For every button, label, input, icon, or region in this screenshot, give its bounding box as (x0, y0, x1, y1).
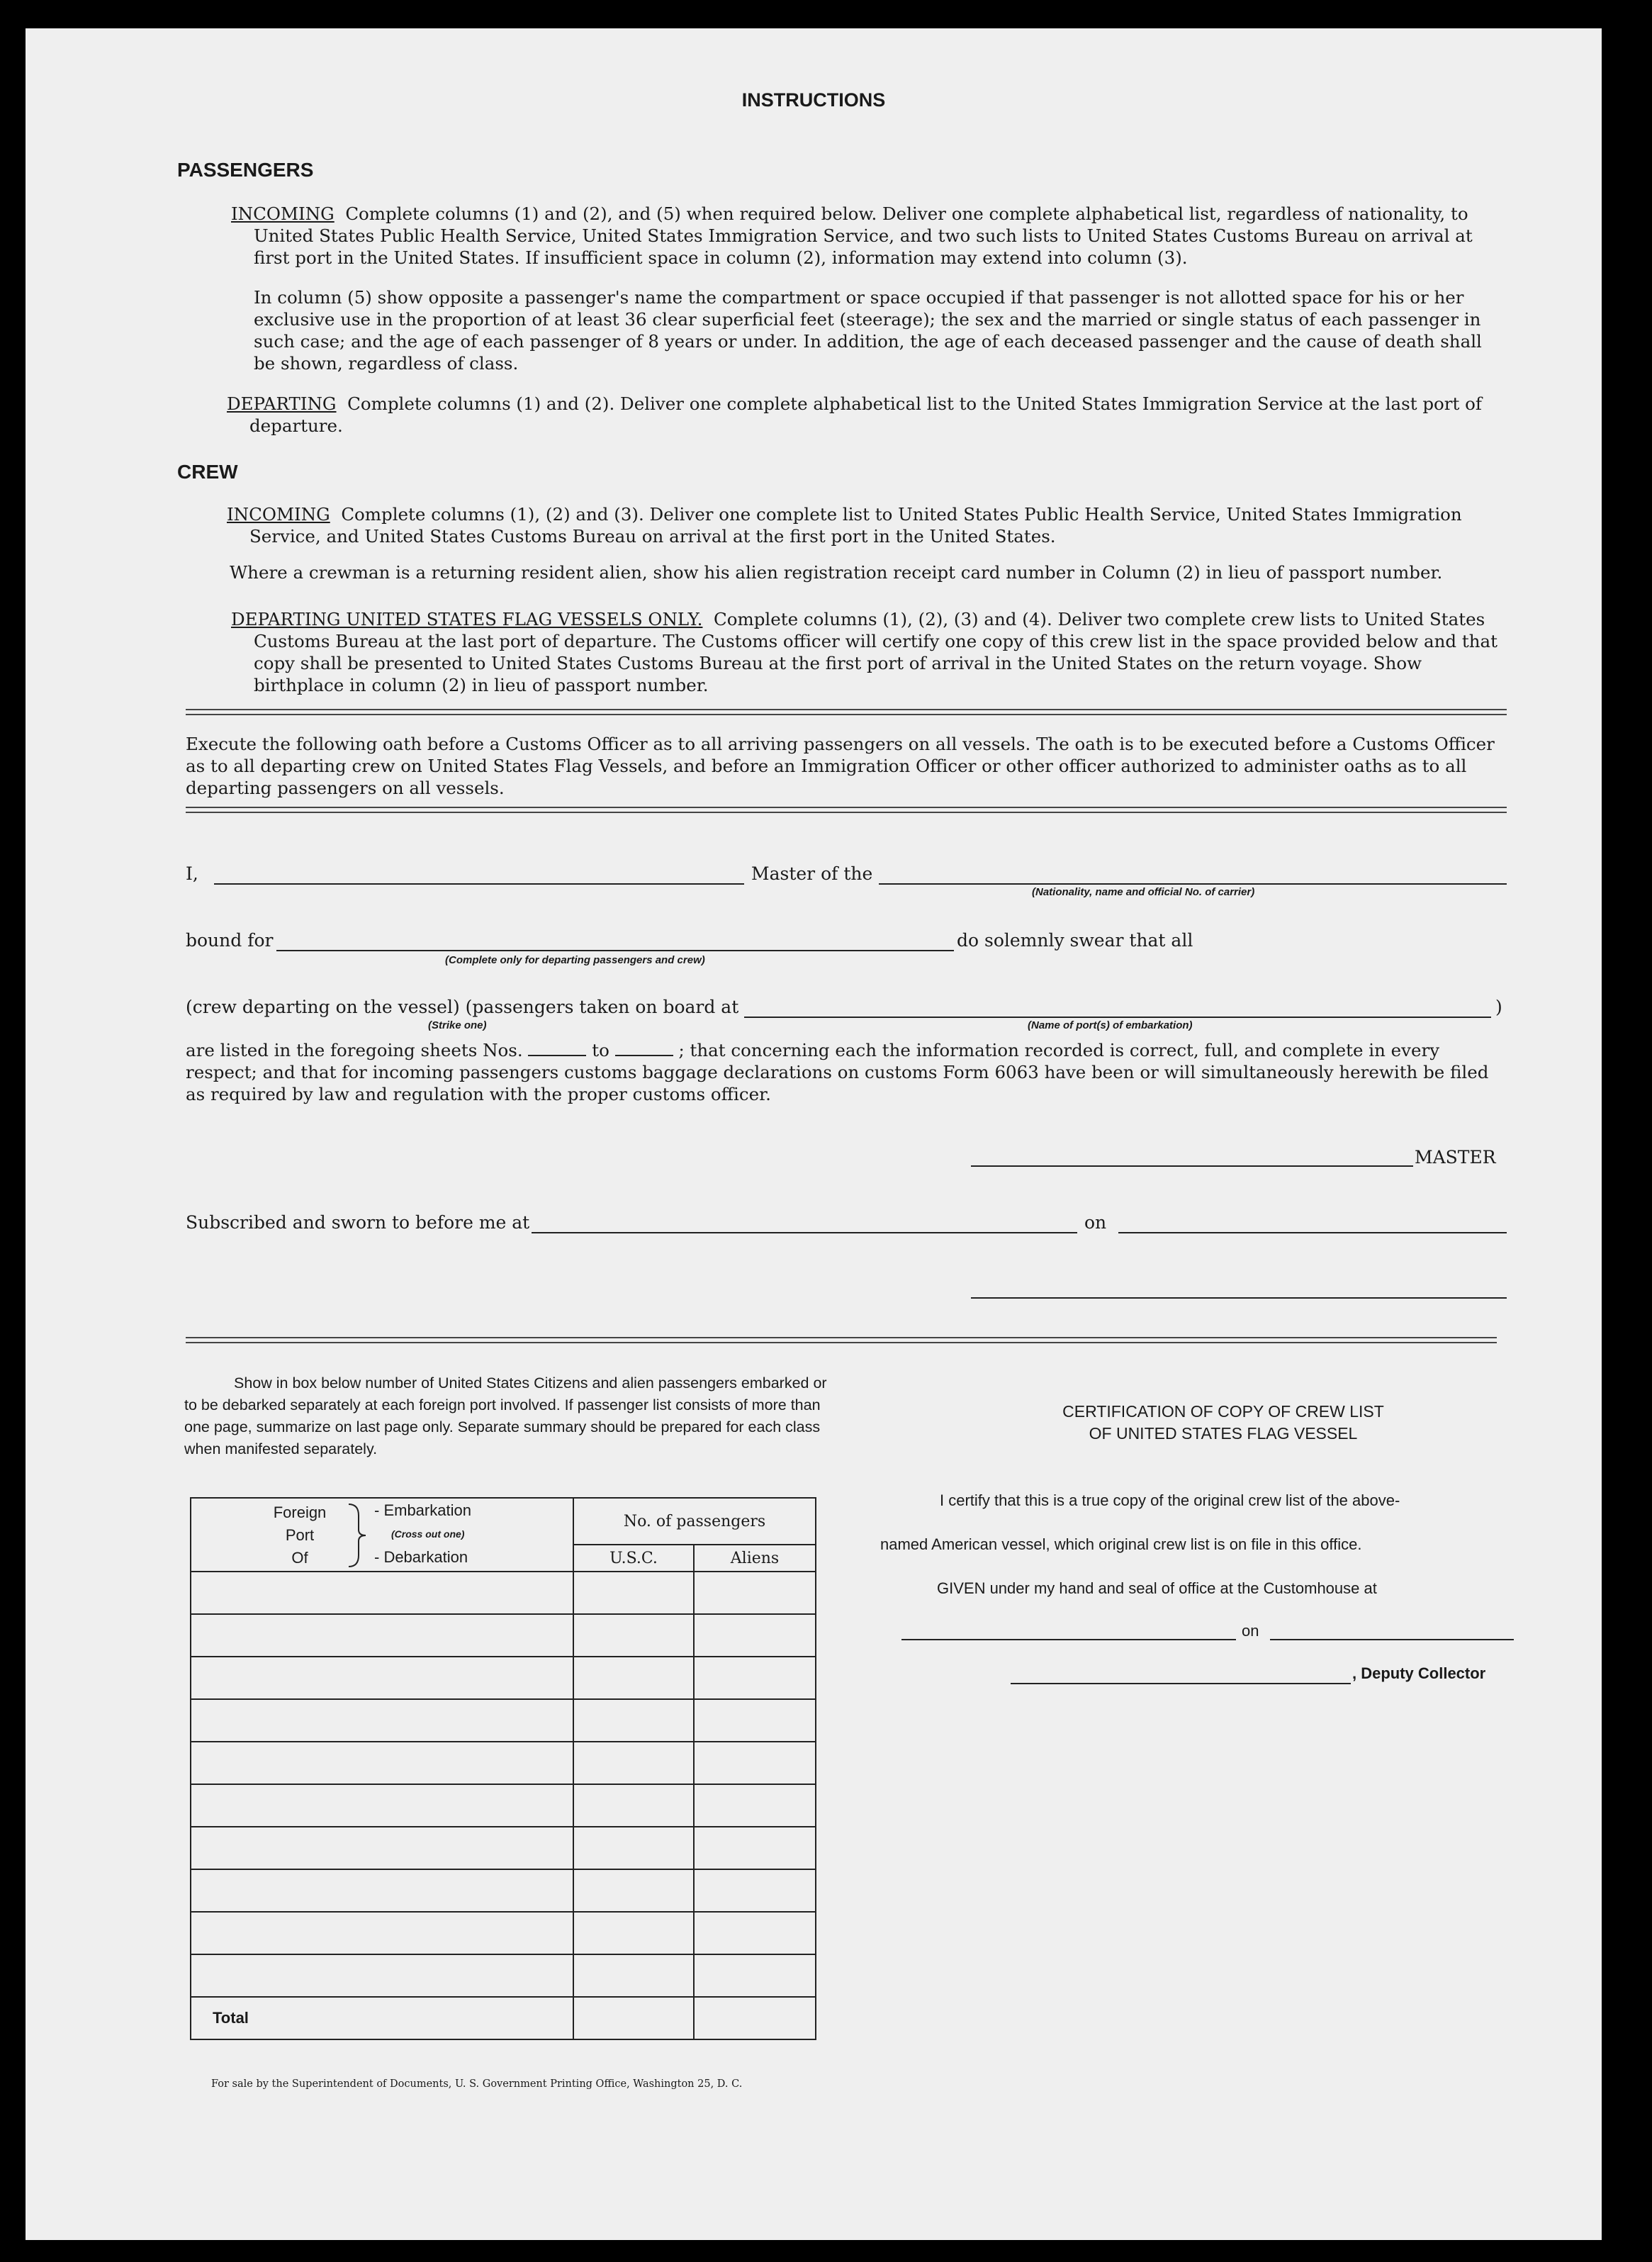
strike-caption: (Strike one) (428, 1019, 487, 1031)
customhouse-field[interactable] (901, 1639, 1236, 1640)
deputy-collector-signature-field[interactable] (1011, 1683, 1351, 1684)
cross-out-caption: (Cross out one) (391, 1528, 465, 1540)
master-signature-field[interactable] (971, 1165, 1413, 1167)
oath-intro (186, 733, 1511, 799)
certification-title (897, 1401, 1549, 1445)
master-of-the-label: Master of the (751, 863, 873, 884)
aliens-cell[interactable] (694, 1614, 816, 1657)
deputy-collector-label: , Deputy Collector (1352, 1664, 1486, 1682)
page-title: INSTRUCTIONS (741, 89, 886, 111)
bound-for-label: bound for (186, 930, 274, 951)
crew-departing-text: Complete columns (1), (2), (3) and (4). Deliver two complete crew lists to United States Customs Bureau at the last port of departure. The Customs officer will certify one copy of this crew list in the space provided below and that copy shall be presented to United States Customs Bureau at the first port of arrival in the United States on the return voyage. Show birthplace in column (2) in lieu of passport number. (254, 609, 1498, 695)
certification-line2: named American vessel, which original crew list is on file in this office. (880, 1535, 1362, 1553)
listed-rest: ; that concerning each the information recorded is correct, full, and complete in every respect; and that for incoming passengers customs baggage declarations on customs Form 6063 have been or will simultaneously herewith be filed as required by law and regulation with the proper customs officer. (186, 1040, 1489, 1104)
divider (186, 807, 1507, 813)
aliens-cell[interactable] (694, 1954, 816, 1997)
passengers-heading: PASSENGERS (177, 159, 314, 181)
usc-cell[interactable] (573, 1614, 694, 1657)
summary-instructions (184, 1372, 842, 1460)
aliens-cell[interactable] (694, 1869, 816, 1912)
sheet-from-field[interactable] (528, 1041, 586, 1056)
aliens-cell[interactable] (694, 1572, 816, 1614)
usc-header: U.S.C. (573, 1545, 694, 1572)
aliens-cell[interactable] (694, 1657, 816, 1699)
listed-to: to (592, 1040, 609, 1060)
usc-cell[interactable] (573, 1572, 694, 1614)
crew-incoming-label: INCOMING (227, 504, 330, 525)
summary-instructions-text: Show in box below number of United States Citizens and alien passengers embarked or to be debarked separately at each foreign port involved. If passenger list consists of more than one page, summarize on last page only. Separate summary should be prepared for each class when manifested separately. (184, 1374, 827, 1457)
usc-cell[interactable] (573, 1657, 694, 1699)
oath-intro-text: Execute the following oath before a Customs Officer as to all arriving passengers on all vessels. The oath is to be executed before a Customs Officer as to all departing crew on United States Flag Vessels, and before an Immigration Officer or other officer authorized to administer oaths as to all departing passengers on all vessels. (186, 734, 1495, 798)
port-cell[interactable] (191, 1742, 573, 1784)
officer-signature-field[interactable] (971, 1297, 1507, 1299)
sworn-date-field[interactable] (1118, 1232, 1507, 1233)
passengers-departing-label: DEPARTING (227, 393, 337, 414)
passengers-column5 (254, 286, 1507, 374)
passengers-incoming-text: Complete columns (1) and (2), and (5) when required below. Deliver one complete alphabetical list, regardless of nationality, to United States Public Health Service, United States Immigration Service, and two such lists to United States Customs Bureau on arrival at first port in the United States. If insufficient space in column (2), information may extend into column (3). (254, 203, 1473, 268)
crew-resident (230, 561, 1507, 583)
port-header-cell (191, 1498, 573, 1572)
usc-cell[interactable] (573, 1912, 694, 1954)
oath-paragraph (186, 1039, 1511, 1105)
port-cell[interactable] (191, 1699, 573, 1742)
usc-cell[interactable] (573, 1827, 694, 1869)
sheet-to-field[interactable] (615, 1041, 673, 1056)
port-cell[interactable] (191, 1912, 573, 1954)
certification-date-field[interactable] (1270, 1639, 1514, 1640)
crew-passengers-text: (crew departing on the vessel) (passengers taken on board at (186, 997, 739, 1017)
usc-total-cell[interactable] (573, 1997, 694, 2039)
crew-incoming-text: Complete columns (1), (2) and (3). Deliver one complete list to United States Public Health Service, United States Immigration Service, and United States Customs Bureau on arrival at the first port in the United States. (249, 504, 1462, 547)
crew-departing-label: DEPARTING UNITED STATES FLAG VESSELS ONLY. (231, 609, 703, 629)
sworn-on-label: on (1084, 1212, 1107, 1233)
usc-cell[interactable] (573, 1699, 694, 1742)
certification-title-line2: OF UNITED STATES FLAG VESSEL (1089, 1424, 1358, 1443)
col-of: Of (291, 1549, 308, 1567)
port-cell[interactable] (191, 1954, 573, 1997)
col-port: Port (285, 1526, 315, 1544)
master-label: MASTER (1415, 1147, 1496, 1168)
aliens-cell[interactable] (694, 1912, 816, 1954)
embarkation-option[interactable]: - Embarkation (374, 1501, 471, 1519)
crew-incoming (227, 503, 1507, 547)
port-cell[interactable] (191, 1827, 573, 1869)
divider (186, 709, 1507, 715)
port-cell[interactable] (191, 1572, 573, 1614)
port-cell[interactable] (191, 1614, 573, 1657)
passengers-incoming (231, 203, 1507, 269)
usc-cell[interactable] (573, 1742, 694, 1784)
ports-caption: (Name of port(s) of embarkation) (1028, 1019, 1193, 1031)
debarkation-option[interactable]: - Debarkation (374, 1548, 468, 1566)
close-paren: ) (1495, 997, 1502, 1017)
passenger-summary-table (190, 1497, 816, 2040)
certification-line3: GIVEN under my hand and seal of office at the Customhouse at (937, 1579, 1377, 1597)
carrier-field[interactable] (879, 883, 1507, 885)
passengers-column5-text: In column (5) show opposite a passenger's name the compartment or space occupied if that passenger is not allotted space for his or her exclusive use in the proportion of at least 36 clear superficial feet (steerage); the sex and the married or single status of each passenger in such case; and the age of each passenger of 8 years or under. In addition, the age of each deceased passenger and the cause of death shall be shown, regardless of class. (254, 287, 1482, 374)
embarkation-ports-field[interactable] (744, 1017, 1491, 1018)
departing-caption: (Complete only for departing passengers and crew) (445, 954, 705, 966)
passengers-departing-text: Complete columns (1) and (2). Deliver one complete alphabetical list to the United States Immigration Service at the last port of departure. (249, 393, 1482, 436)
oath-i-label: I, (186, 863, 198, 884)
crew-resident-text: Where a crewman is a returning resident alien, show his alien registration receipt card number in Column (2) in lieu of passport number. (230, 562, 1443, 583)
printing-office-footer: For sale by the Superintendent of Documents, U. S. Government Printing Office, Washington 25, D. C. (211, 2078, 743, 2090)
certification-line1: I certify that this is a true copy of the original crew list of the above- (940, 1491, 1400, 1509)
aliens-header: Aliens (694, 1545, 816, 1572)
divider (186, 1337, 1497, 1343)
certification-title-line1: CERTIFICATION OF COPY OF CREW LIST (1062, 1402, 1384, 1421)
aliens-cell[interactable] (694, 1784, 816, 1827)
certification-on-label: on (1242, 1622, 1259, 1640)
usc-cell[interactable] (573, 1784, 694, 1827)
bound-for-field[interactable] (276, 950, 954, 951)
aliens-cell[interactable] (694, 1699, 816, 1742)
port-cell[interactable] (191, 1869, 573, 1912)
total-label: Total (191, 1997, 573, 2039)
brace-icon (343, 1503, 371, 1568)
subscribed-label: Subscribed and sworn to before me at (186, 1212, 530, 1233)
aliens-total-cell[interactable] (694, 1997, 816, 2039)
usc-cell[interactable] (573, 1954, 694, 1997)
swear-text: do solemnly swear that all (957, 930, 1193, 951)
passengers-incoming-label: INCOMING (231, 203, 335, 224)
crew-heading: CREW (177, 461, 238, 483)
listed-prefix: are listed in the foregoing sheets Nos. (186, 1040, 523, 1060)
col-foreign: Foreign (273, 1504, 327, 1521)
aliens-cell[interactable] (694, 1827, 816, 1869)
document-page (26, 28, 1602, 2240)
master-name-field[interactable] (214, 883, 744, 885)
sworn-place-field[interactable] (532, 1232, 1077, 1233)
port-cell[interactable] (191, 1784, 573, 1827)
port-cell[interactable] (191, 1657, 573, 1699)
no-of-passengers-header: No. of passengers (573, 1498, 816, 1545)
crew-departing (231, 608, 1507, 696)
nationality-caption: (Nationality, name and official No. of carrier) (1032, 886, 1255, 898)
usc-cell[interactable] (573, 1869, 694, 1912)
passengers-departing (227, 393, 1507, 437)
aliens-cell[interactable] (694, 1742, 816, 1784)
